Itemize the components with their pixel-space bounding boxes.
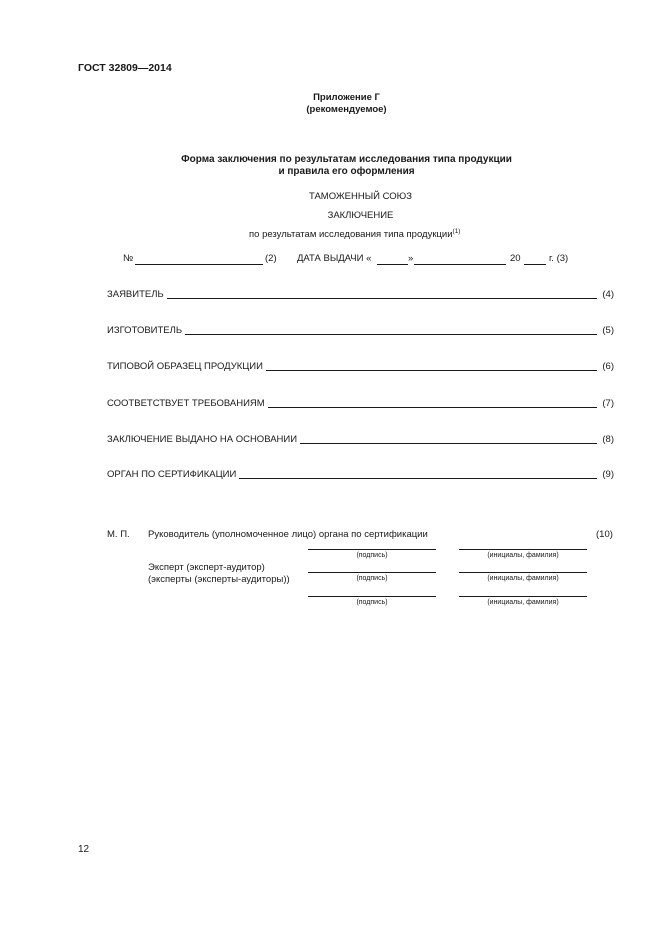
expert2-signature-caption: (подпись) <box>356 599 388 606</box>
field-line <box>266 370 597 371</box>
year-field-line <box>524 264 546 265</box>
expert2-name-caption: (инициалы, фамилия) <box>487 599 559 606</box>
head-signature-ref: (10) <box>596 529 613 540</box>
field-label: ОРГАН ПО СЕРТИФИКАЦИИ <box>107 469 237 480</box>
expert2-name-line <box>459 596 587 597</box>
field-label: ИЗГОТОВИТЕЛЬ <box>107 325 183 336</box>
field-line <box>167 298 598 299</box>
seal-label: М. П. <box>107 529 130 540</box>
year-suffix: г. (3) <box>549 253 569 264</box>
field-label: ЗАЯВИТЕЛЬ <box>107 289 164 300</box>
field-certification-body <box>107 467 614 481</box>
field-line <box>185 334 597 335</box>
expert2-signature-line <box>308 596 436 597</box>
page-number: 12 <box>78 844 90 855</box>
month-field-line <box>414 264 506 265</box>
field-applicant <box>107 287 614 301</box>
head-signature-caption: (подпись) <box>356 552 388 559</box>
form-title-line1: Форма заключения по результатам исследования типа продукции <box>181 154 512 165</box>
expert-signature-line <box>308 572 436 573</box>
expert-label-line2: (эксперты (эксперты-аудиторы)) <box>148 574 290 585</box>
field-ref: (4) <box>602 289 614 300</box>
field-ref: (7) <box>602 398 614 409</box>
appendix-title: Приложение Г <box>313 92 380 103</box>
day-field-line <box>377 264 408 265</box>
issue-date-label: ДАТА ВЫДАЧИ « <box>297 253 372 264</box>
field-line <box>239 478 597 479</box>
field-label: ЗАКЛЮЧЕНИЕ ВЫДАНО НА ОСНОВАНИИ <box>107 434 298 445</box>
head-name-caption: (инициалы, фамилия) <box>487 552 559 559</box>
number-sign: № <box>123 253 134 264</box>
footnote-marker: (1) <box>452 228 461 235</box>
form-title-line2: и правила его оформления <box>278 166 415 177</box>
head-signature-line <box>308 549 436 550</box>
head-name-line <box>459 549 587 550</box>
expert-label-line1: Эксперт (эксперт-аудитор) <box>148 562 265 573</box>
field-ref: (8) <box>602 434 614 445</box>
expert-name-line <box>459 572 587 573</box>
expert-signature-caption: (подпись) <box>356 575 388 582</box>
field-ref: (5) <box>602 325 614 336</box>
customs-union-label: ТАМОЖЕННЫЙ СОЮЗ <box>308 191 412 202</box>
field-line <box>268 407 598 408</box>
field-label: ТИПОВОЙ ОБРАЗЕЦ ПРОДУКЦИИ <box>107 361 263 372</box>
quote-close: » <box>408 253 414 264</box>
expert-name-caption: (инициалы, фамилия) <box>487 575 559 582</box>
appendix-subtitle: (рекомендуемое) <box>306 104 387 115</box>
field-ref: (9) <box>602 469 614 480</box>
field-product-sample <box>107 359 614 373</box>
field-requirements <box>107 396 614 410</box>
head-signature-label: Руководитель (уполномоченное лицо) органа по сертификации <box>148 529 428 540</box>
number-ref: (2) <box>265 253 277 264</box>
year-prefix: 20 <box>510 253 521 264</box>
conclusion-subtitle: по результатам исследования типа продукции$^{(1)}$ <box>249 228 461 240</box>
conclusion-label: ЗАКЛЮЧЕНИЕ <box>327 210 394 221</box>
number-field-line <box>135 264 263 265</box>
field-line <box>300 443 597 444</box>
field-ref: (6) <box>602 361 614 372</box>
field-manufacturer <box>107 323 614 337</box>
standard-header: ГОСТ 32809—2014 <box>78 62 172 74</box>
field-label: СООТВЕТСТВУЕТ ТРЕБОВАНИЯМ <box>107 398 265 409</box>
field-basis <box>107 432 614 446</box>
